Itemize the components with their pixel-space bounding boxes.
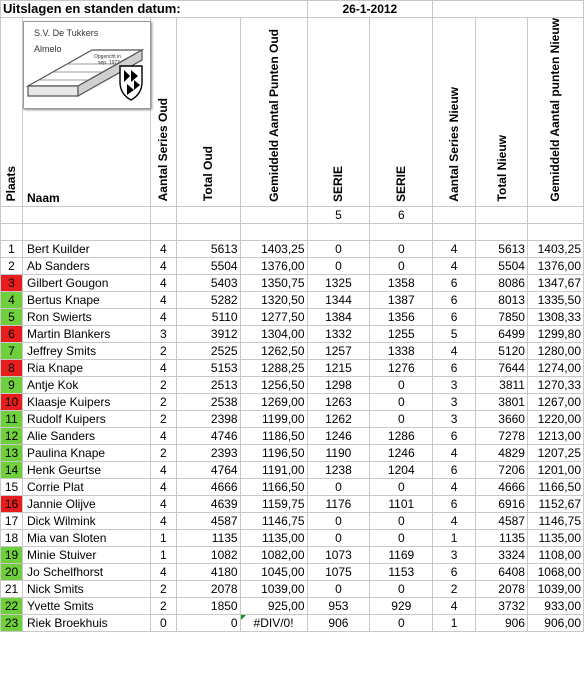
- cell-gem-nieuw[interactable]: 1108,00: [527, 546, 583, 563]
- cell-totaal-oud[interactable]: 2078: [176, 580, 240, 597]
- cell-name[interactable]: Ab Sanders: [22, 257, 150, 274]
- cell-series-oud[interactable]: 4: [150, 478, 176, 495]
- cell-name[interactable]: Martin Blankers: [22, 325, 150, 342]
- cell-serie-5[interactable]: 0: [307, 529, 370, 546]
- cell-series-oud[interactable]: 2: [150, 376, 176, 393]
- cell-gem-nieuw[interactable]: 1213,00: [527, 427, 583, 444]
- header-series-oud[interactable]: Aantal Series Oud: [150, 18, 176, 207]
- cell-series-oud[interactable]: 4: [150, 240, 176, 257]
- cell-serie-6[interactable]: 1255: [370, 325, 433, 342]
- table-row: [1, 546, 584, 563]
- cell-totaal-nieuw[interactable]: 6916: [476, 495, 528, 512]
- cell-name[interactable]: Henk Geurtse: [22, 461, 150, 478]
- cell-serie-5[interactable]: 1263: [307, 393, 370, 410]
- cell-series-nieuw[interactable]: 3: [433, 410, 476, 427]
- cell-totaal-nieuw[interactable]: 8086: [476, 274, 528, 291]
- cell-serie-6[interactable]: 0: [370, 376, 433, 393]
- cell-serie-6[interactable]: 929: [370, 597, 433, 614]
- header-totaal-nieuw[interactable]: Total Nieuw: [476, 18, 528, 207]
- cell-name[interactable]: Bertus Knape: [22, 291, 150, 308]
- cell-gem-oud[interactable]: 1186,50: [240, 427, 307, 444]
- error-indicator-icon: [241, 615, 246, 620]
- cell-rank[interactable]: 15: [1, 478, 23, 495]
- cell-serie-5[interactable]: 0: [307, 580, 370, 597]
- cell-rank[interactable]: 7: [1, 342, 23, 359]
- cell-serie-5[interactable]: 1384: [307, 308, 370, 325]
- logo-city: Almelo: [34, 44, 62, 54]
- cell-rank[interactable]: 23: [1, 614, 23, 631]
- cell-totaal-oud[interactable]: 2393: [176, 444, 240, 461]
- cell-serie-5[interactable]: 1332: [307, 325, 370, 342]
- header-plaats[interactable]: Plaats: [1, 18, 23, 207]
- cell-series-nieuw[interactable]: 4: [433, 597, 476, 614]
- cell-serie-5[interactable]: 906: [307, 614, 370, 631]
- table-row: [1, 240, 584, 257]
- cell-series-oud[interactable]: 4: [150, 257, 176, 274]
- table-row: [1, 512, 584, 529]
- cell-series-oud[interactable]: 4: [150, 461, 176, 478]
- cell-gem-oud[interactable]: 1350,75: [240, 274, 307, 291]
- cell-rank[interactable]: 20: [1, 563, 23, 580]
- cell-serie-6[interactable]: 1204: [370, 461, 433, 478]
- cell-totaal-nieuw[interactable]: 7278: [476, 427, 528, 444]
- cell-serie-6[interactable]: 0: [370, 529, 433, 546]
- cell-rank[interactable]: 5: [1, 308, 23, 325]
- cell-totaal-nieuw[interactable]: 3732: [476, 597, 528, 614]
- cell-series-nieuw[interactable]: 4: [433, 444, 476, 461]
- cell-serie-6[interactable]: 1246: [370, 444, 433, 461]
- cell-gem-nieuw[interactable]: 1201,00: [527, 461, 583, 478]
- cell-series-nieuw[interactable]: 3: [433, 376, 476, 393]
- cell-rank[interactable]: 21: [1, 580, 23, 597]
- cell-name[interactable]: Paulina Knape: [22, 444, 150, 461]
- cell-series-nieuw[interactable]: 4: [433, 240, 476, 257]
- cell-series-oud[interactable]: 2: [150, 342, 176, 359]
- header-serie-6[interactable]: SERIE: [370, 18, 433, 207]
- blank-row: [1, 223, 584, 240]
- header-gem-oud[interactable]: Gemiddeld Aantal Punten Oud: [240, 18, 307, 207]
- cell-name[interactable]: Jannie Olijve: [22, 495, 150, 512]
- cell-serie-6[interactable]: 0: [370, 257, 433, 274]
- cell-serie-6[interactable]: 1286: [370, 427, 433, 444]
- cell-rank[interactable]: 19: [1, 546, 23, 563]
- cell-totaal-nieuw[interactable]: 906: [476, 614, 528, 631]
- table-row: [1, 495, 584, 512]
- cell-gem-nieuw[interactable]: 1308,33: [527, 308, 583, 325]
- cell-gem-oud[interactable]: [240, 614, 307, 631]
- cell-gem-nieuw[interactable]: 1270,33: [527, 376, 583, 393]
- cell-series-nieuw[interactable]: 6: [433, 563, 476, 580]
- cell-gem-nieuw[interactable]: 1403,25: [527, 240, 583, 257]
- cell-gem-oud[interactable]: 1039,00: [240, 580, 307, 597]
- cell-series-nieuw[interactable]: 4: [433, 342, 476, 359]
- header-totaal-oud[interactable]: Total Oud: [176, 18, 240, 207]
- cell-totaal-nieuw[interactable]: 1135: [476, 529, 528, 546]
- cell-totaal-oud[interactable]: 5110: [176, 308, 240, 325]
- cell-series-oud[interactable]: 4: [150, 274, 176, 291]
- cell-series-nieuw[interactable]: 1: [433, 529, 476, 546]
- table-row: [1, 410, 584, 427]
- logo-club-name: S.V. De Tukkers: [34, 28, 99, 38]
- cell-gem-nieuw[interactable]: 1135,00: [527, 529, 583, 546]
- cell-serie-6[interactable]: 0: [370, 410, 433, 427]
- cell-series-nieuw[interactable]: 6: [433, 359, 476, 376]
- cell-totaal-oud[interactable]: 5403: [176, 274, 240, 291]
- cell-serie-5[interactable]: 0: [307, 478, 370, 495]
- table-row: [1, 393, 584, 410]
- cell-gem-oud[interactable]: 1256,50: [240, 376, 307, 393]
- table-row: [1, 478, 584, 495]
- cell-serie-6[interactable]: 0: [370, 393, 433, 410]
- cell-name[interactable]: Jo Schelfhorst: [22, 563, 150, 580]
- cell-series-nieuw[interactable]: 4: [433, 478, 476, 495]
- cell-rank[interactable]: 12: [1, 427, 23, 444]
- cell-gem-nieuw[interactable]: 1207,25: [527, 444, 583, 461]
- cell-totaal-nieuw[interactable]: 5504: [476, 257, 528, 274]
- cell-series-oud[interactable]: 4: [150, 291, 176, 308]
- shield-icon: [120, 66, 142, 100]
- cell-series-oud[interactable]: 4: [150, 495, 176, 512]
- cell-series-oud[interactable]: 2: [150, 444, 176, 461]
- table-row: [1, 376, 584, 393]
- serie-number-6[interactable]: 6: [370, 206, 433, 223]
- cell-rank[interactable]: 18: [1, 529, 23, 546]
- cell-gem-oud[interactable]: 1045,00: [240, 563, 307, 580]
- cell-name[interactable]: Ria Knape: [22, 359, 150, 376]
- cell-serie-6[interactable]: 1153: [370, 563, 433, 580]
- cell-serie-6[interactable]: 1387: [370, 291, 433, 308]
- cell-totaal-nieuw[interactable]: 3801: [476, 393, 528, 410]
- cell-serie-5[interactable]: 0: [307, 240, 370, 257]
- cell-rank[interactable]: 1: [1, 240, 23, 257]
- cell-totaal-nieuw[interactable]: 5120: [476, 342, 528, 359]
- cell-gem-nieuw[interactable]: 1347,67: [527, 274, 583, 291]
- cell-rank[interactable]: 4: [1, 291, 23, 308]
- cell-totaal-nieuw[interactable]: 7644: [476, 359, 528, 376]
- cell-gem-oud[interactable]: 1376,00: [240, 257, 307, 274]
- cell-totaal-oud[interactable]: 4746: [176, 427, 240, 444]
- cell-gem-oud[interactable]: 1269,00: [240, 393, 307, 410]
- club-logo-image: [24, 22, 150, 108]
- cell-series-nieuw[interactable]: 3: [433, 546, 476, 563]
- cell-name[interactable]: Antje Kok: [22, 376, 150, 393]
- cell-series-oud[interactable]: 4: [150, 427, 176, 444]
- cell-rank[interactable]: 17: [1, 512, 23, 529]
- cell-totaal-oud[interactable]: 4639: [176, 495, 240, 512]
- cell-gem-nieuw[interactable]: 1267,00: [527, 393, 583, 410]
- serie-number-row: [1, 206, 584, 223]
- cell-series-oud[interactable]: 2: [150, 410, 176, 427]
- sheet-title: Uitslagen en standen datum:: [1, 1, 308, 18]
- cell-totaal-oud[interactable]: 1082: [176, 546, 240, 563]
- cell-gem-oud[interactable]: 1135,00: [240, 529, 307, 546]
- table-row: [1, 597, 584, 614]
- cell-series-oud[interactable]: 2: [150, 393, 176, 410]
- cell-serie-5[interactable]: 1190: [307, 444, 370, 461]
- cell-series-nieuw[interactable]: 4: [433, 512, 476, 529]
- cell-series-oud[interactable]: 0: [150, 614, 176, 631]
- cell-totaal-nieuw[interactable]: 4666: [476, 478, 528, 495]
- table-row: [1, 325, 584, 342]
- cell-totaal-oud[interactable]: 0: [176, 614, 240, 631]
- cell-series-oud[interactable]: 4: [150, 359, 176, 376]
- cell-serie-5[interactable]: 0: [307, 512, 370, 529]
- cell-name[interactable]: Alie Sanders: [22, 427, 150, 444]
- cell-gem-nieuw[interactable]: 1068,00: [527, 563, 583, 580]
- table-row: [1, 580, 584, 597]
- cell-totaal-oud[interactable]: 5504: [176, 257, 240, 274]
- cell-serie-6[interactable]: 0: [370, 614, 433, 631]
- cell-rank[interactable]: 9: [1, 376, 23, 393]
- cell-series-nieuw[interactable]: 3: [433, 393, 476, 410]
- cell-gem-oud[interactable]: 1199,00: [240, 410, 307, 427]
- cell-gem-oud[interactable]: 1166,50: [240, 478, 307, 495]
- cell-serie-5[interactable]: 1238: [307, 461, 370, 478]
- cell-totaal-nieuw[interactable]: 7850: [476, 308, 528, 325]
- cell-gem-oud[interactable]: 1262,50: [240, 342, 307, 359]
- cell-series-nieuw[interactable]: 6: [433, 274, 476, 291]
- cell-series-oud[interactable]: 4: [150, 512, 176, 529]
- cell-serie-6[interactable]: 0: [370, 512, 433, 529]
- cell-totaal-nieuw[interactable]: 7206: [476, 461, 528, 478]
- cell-series-oud[interactable]: 4: [150, 308, 176, 325]
- cell-series-nieuw[interactable]: 6: [433, 495, 476, 512]
- cell-serie-5[interactable]: 1325: [307, 274, 370, 291]
- table-row: [1, 444, 584, 461]
- cell-rank[interactable]: 10: [1, 393, 23, 410]
- cell-serie-5[interactable]: 1257: [307, 342, 370, 359]
- cell-rank[interactable]: 11: [1, 410, 23, 427]
- cell-rank[interactable]: 6: [1, 325, 23, 342]
- cell-totaal-oud[interactable]: 2398: [176, 410, 240, 427]
- table-row: [1, 274, 584, 291]
- cell-gem-oud[interactable]: 1191,00: [240, 461, 307, 478]
- cell-rank[interactable]: 8: [1, 359, 23, 376]
- cell-rank[interactable]: 2: [1, 257, 23, 274]
- cell-gem-oud[interactable]: 1082,00: [240, 546, 307, 563]
- cell-totaal-oud[interactable]: 5613: [176, 240, 240, 257]
- cell-serie-6[interactable]: 1338: [370, 342, 433, 359]
- cell-series-nieuw[interactable]: 6: [433, 427, 476, 444]
- cell-name[interactable]: Rudolf Kuipers: [22, 410, 150, 427]
- cell-totaal-oud[interactable]: 3912: [176, 325, 240, 342]
- header-naam[interactable]: Naam: [22, 18, 150, 207]
- cell-totaal-nieuw[interactable]: 3811: [476, 376, 528, 393]
- title-row: [1, 1, 584, 18]
- table-row: [1, 291, 584, 308]
- cell-name[interactable]: Klaasje Kuipers: [22, 393, 150, 410]
- cell-totaal-oud[interactable]: 2513: [176, 376, 240, 393]
- cell-name[interactable]: Jeffrey Smits: [22, 342, 150, 359]
- cell-gem-nieuw[interactable]: 1280,00: [527, 342, 583, 359]
- svg-text:sep. 1977: sep. 1977: [98, 60, 120, 66]
- club-logo: [23, 21, 151, 109]
- cell-totaal-nieuw[interactable]: 4829: [476, 444, 528, 461]
- cell-totaal-nieuw[interactable]: 6408: [476, 563, 528, 580]
- cell-gem-nieuw[interactable]: 1274,00: [527, 359, 583, 376]
- cell-gem-nieuw[interactable]: 1152,67: [527, 495, 583, 512]
- cell-gem-nieuw[interactable]: 1166,50: [527, 478, 583, 495]
- cell-gem-nieuw[interactable]: 1220,00: [527, 410, 583, 427]
- cell-series-nieuw[interactable]: 6: [433, 291, 476, 308]
- sheet-date[interactable]: 26-1-2012: [307, 1, 433, 18]
- cell-totaal-nieuw[interactable]: 5613: [476, 240, 528, 257]
- cell-series-nieuw[interactable]: 2: [433, 580, 476, 597]
- cell-serie-6[interactable]: 1356: [370, 308, 433, 325]
- cell-gem-oud[interactable]: 1277,50: [240, 308, 307, 325]
- cell-totaal-oud[interactable]: 5153: [176, 359, 240, 376]
- cell-totaal-oud[interactable]: 1135: [176, 529, 240, 546]
- cell-gem-nieuw[interactable]: 1335,50: [527, 291, 583, 308]
- cell-gem-nieuw[interactable]: 1039,00: [527, 580, 583, 597]
- cell-series-oud[interactable]: 1: [150, 546, 176, 563]
- cell-totaal-nieuw[interactable]: 2078: [476, 580, 528, 597]
- cell-serie-6[interactable]: 1276: [370, 359, 433, 376]
- cell-series-oud[interactable]: 1: [150, 529, 176, 546]
- cell-serie-5[interactable]: 1176: [307, 495, 370, 512]
- cell-name[interactable]: Mia van Sloten: [22, 529, 150, 546]
- cell-name[interactable]: Minie Stuiver: [22, 546, 150, 563]
- table-row: [1, 529, 584, 546]
- cell-rank[interactable]: 22: [1, 597, 23, 614]
- logo-founded: Opgericht in: [94, 54, 121, 60]
- table-row: [1, 461, 584, 478]
- cell-totaal-oud[interactable]: 4587: [176, 512, 240, 529]
- cell-series-nieuw[interactable]: 6: [433, 461, 476, 478]
- cell-gem-oud[interactable]: 1288,25: [240, 359, 307, 376]
- cell-series-oud[interactable]: 2: [150, 580, 176, 597]
- cell-rank[interactable]: 14: [1, 461, 23, 478]
- table-row: [1, 427, 584, 444]
- cell-serie-5[interactable]: 1246: [307, 427, 370, 444]
- cell-gem-nieuw[interactable]: 1376,00: [527, 257, 583, 274]
- table-row: [1, 614, 584, 631]
- cell-totaal-oud[interactable]: 1850: [176, 597, 240, 614]
- cell-totaal-nieuw[interactable]: 3660: [476, 410, 528, 427]
- table-row: [1, 257, 584, 274]
- cell-gem-nieuw[interactable]: 1299,80: [527, 325, 583, 342]
- cell-gem-oud[interactable]: 1146,75: [240, 512, 307, 529]
- cell-serie-5[interactable]: 1262: [307, 410, 370, 427]
- cell-gem-nieuw[interactable]: 906,00: [527, 614, 583, 631]
- cell-series-oud[interactable]: 4: [150, 563, 176, 580]
- cell-rank[interactable]: 16: [1, 495, 23, 512]
- cell-serie-5[interactable]: 1215: [307, 359, 370, 376]
- header-gem-nieuw[interactable]: Gemiddeld Aantal punten Nieuw: [527, 18, 583, 207]
- cell-totaal-oud[interactable]: 4666: [176, 478, 240, 495]
- cell-serie-6[interactable]: 1358: [370, 274, 433, 291]
- cell-gem-oud[interactable]: 1196,50: [240, 444, 307, 461]
- cell-serie-6[interactable]: 0: [370, 580, 433, 597]
- cell-serie-5[interactable]: 1073: [307, 546, 370, 563]
- cell-serie-5[interactable]: 1075: [307, 563, 370, 580]
- cell-series-oud[interactable]: 3: [150, 325, 176, 342]
- cell-name[interactable]: Corrie Plat: [22, 478, 150, 495]
- table-row: [1, 308, 584, 325]
- cell-gem-oud[interactable]: 1304,00: [240, 325, 307, 342]
- cell-name[interactable]: Ron Swierts: [22, 308, 150, 325]
- header-series-nieuw[interactable]: Aantal Series Nieuw: [433, 18, 476, 207]
- cell-serie-6[interactable]: 1169: [370, 546, 433, 563]
- cell-series-nieuw[interactable]: 4: [433, 257, 476, 274]
- cell-totaal-nieuw[interactable]: 4587: [476, 512, 528, 529]
- cell-name[interactable]: Nick Smits: [22, 580, 150, 597]
- cell-series-nieuw[interactable]: 5: [433, 325, 476, 342]
- table-row: [1, 359, 584, 376]
- cell-serie-6[interactable]: 0: [370, 478, 433, 495]
- cell-gem-nieuw[interactable]: 1146,75: [527, 512, 583, 529]
- cell-gem-nieuw[interactable]: 933,00: [527, 597, 583, 614]
- cell-serie-6[interactable]: 0: [370, 240, 433, 257]
- cell-totaal-oud[interactable]: 5282: [176, 291, 240, 308]
- cell-totaal-oud[interactable]: 4764: [176, 461, 240, 478]
- cell-name[interactable]: Riek Broekhuis: [22, 614, 150, 631]
- cell-name[interactable]: Yvette Smits: [22, 597, 150, 614]
- cell-totaal-oud[interactable]: 2525: [176, 342, 240, 359]
- cell-rank[interactable]: 3: [1, 274, 23, 291]
- cell-rank[interactable]: 13: [1, 444, 23, 461]
- cell-totaal-oud[interactable]: 4180: [176, 563, 240, 580]
- table-row: [1, 563, 584, 580]
- cell-name[interactable]: Dick Wilmink: [22, 512, 150, 529]
- cell-name[interactable]: Bert Kuilder: [22, 240, 150, 257]
- cell-serie-5[interactable]: 953: [307, 597, 370, 614]
- cell-series-oud[interactable]: 2: [150, 597, 176, 614]
- cell-gem-oud[interactable]: 1403,25: [240, 240, 307, 257]
- cell-gem-oud[interactable]: 925,00: [240, 597, 307, 614]
- cell-totaal-nieuw[interactable]: 3324: [476, 546, 528, 563]
- serie-number-5[interactable]: 5: [307, 206, 370, 223]
- cell-totaal-nieuw[interactable]: 6499: [476, 325, 528, 342]
- cell-serie-5[interactable]: 1344: [307, 291, 370, 308]
- cell-gem-oud[interactable]: 1159,75: [240, 495, 307, 512]
- cell-serie-5[interactable]: 1298: [307, 376, 370, 393]
- cell-totaal-oud[interactable]: 2538: [176, 393, 240, 410]
- cell-series-nieuw[interactable]: 6: [433, 308, 476, 325]
- cell-totaal-nieuw[interactable]: 8013: [476, 291, 528, 308]
- cell-gem-oud-text: #DIV/0!: [253, 615, 294, 630]
- cell-serie-5[interactable]: 0: [307, 257, 370, 274]
- cell-series-nieuw[interactable]: 1: [433, 614, 476, 631]
- cell-gem-oud[interactable]: 1320,50: [240, 291, 307, 308]
- cell-name[interactable]: Gilbert Gougon: [22, 274, 150, 291]
- header-serie-5[interactable]: SERIE: [307, 18, 370, 207]
- table-row: [1, 342, 584, 359]
- cell-serie-6[interactable]: 1101: [370, 495, 433, 512]
